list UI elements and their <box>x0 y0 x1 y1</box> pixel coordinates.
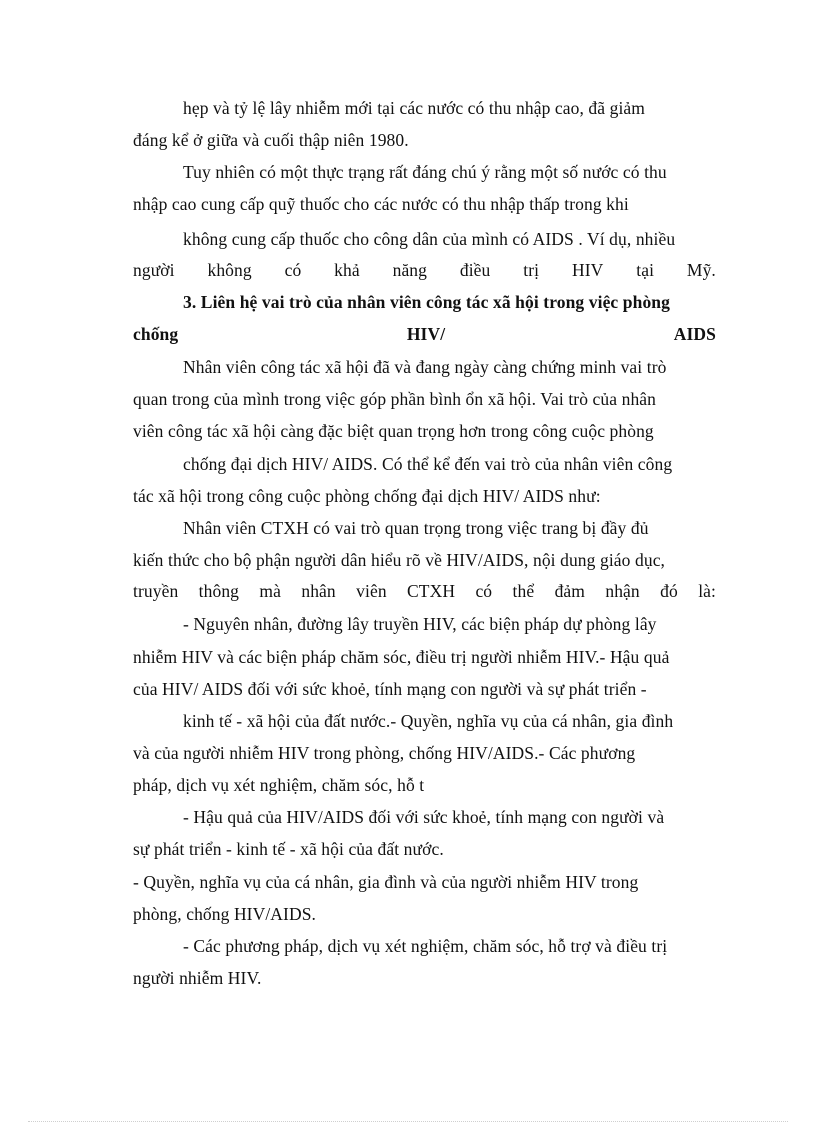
list-item-line: của HIV/ AIDS đối với sức khoẻ, tính mạng con người và sự phát triển - <box>133 679 647 699</box>
paragraph-line: viên công tác xã hội càng đặc biệt quan trọng hơn trong công cuộc phòng <box>133 421 654 441</box>
list-item-line: nhiễm HIV và các biện pháp chăm sóc, điều trị người nhiễm HIV.- Hậu quả <box>133 647 670 667</box>
word: thể <box>512 581 535 601</box>
word: người <box>133 260 175 280</box>
word: khả <box>334 260 360 280</box>
word: thông <box>198 581 240 601</box>
paragraph-line: Nhân viên công tác xã hội đã và đang ngày càng chứng minh vai trò <box>183 357 667 377</box>
list-item-line: - Quyền, nghĩa vụ của cá nhân, gia đình và của người nhiễm HIV trong <box>133 872 639 892</box>
list-item-line: - Các phương pháp, dịch vụ xét nghiệm, chăm sóc, hỗ trợ và điều trị <box>183 936 668 956</box>
justified-line <box>133 259 716 281</box>
paragraph-line: tác xã hội trong công cuộc phòng chống đại dịch HIV/ AIDS như: <box>133 486 601 506</box>
word: chống <box>133 324 179 344</box>
paragraph-line: đáng kể ở giữa và cuối thập niên 1980. <box>133 130 409 150</box>
word: HIV <box>571 260 604 280</box>
word: là: <box>698 581 716 601</box>
word: không <box>207 260 252 280</box>
word: trị <box>523 260 540 280</box>
list-item-line: - Hậu quả của HIV/AIDS đối với sức khoẻ, tính mạng con người và <box>183 807 665 827</box>
list-item-line: - Nguyên nhân, đường lây truyền HIV, các biện pháp dự phòng lây <box>183 614 657 634</box>
section-heading-continuation <box>133 323 716 345</box>
word: mà <box>259 581 281 601</box>
list-item-line: pháp, dịch vụ xét nghiệm, chăm sóc, hỗ t <box>133 775 425 795</box>
paragraph-line: quan trong của mình trong việc góp phần bình ổn xã hội. Vai trò của nhân <box>133 389 657 409</box>
word: có <box>475 581 493 601</box>
list-item-line: kinh tế - xã hội của đất nước.- Quyền, nghĩa vụ của cá nhân, gia đình <box>183 711 674 731</box>
word: nhân <box>301 581 336 601</box>
word: đảm <box>554 581 585 601</box>
word: điều <box>459 260 491 280</box>
justified-line <box>133 580 716 602</box>
word: HIV/ <box>406 324 446 344</box>
list-item-line: phòng, chống HIV/AIDS. <box>133 904 317 924</box>
page-bottom-rule <box>28 1121 788 1122</box>
word: nhận <box>605 581 640 601</box>
list-item-line: và của người nhiễm HIV trong phòng, chống HIV/AIDS.- Các phương <box>133 743 636 763</box>
word: truyền <box>133 581 179 601</box>
word: năng <box>392 260 428 280</box>
word: CTXH <box>407 581 456 601</box>
word: đó <box>660 581 678 601</box>
paragraph-line: không cung cấp thuốc cho công dân của mình có AIDS . Ví dụ, nhiều <box>183 229 676 249</box>
paragraph-line: hẹp và tỷ lệ lây nhiễm mới tại các nước có thu nhập cao, đã giảm <box>183 98 646 118</box>
word: viên <box>356 581 387 601</box>
paragraph-line: kiến thức cho bộ phận người dân hiểu rõ về HIV/AIDS, nội dung giáo dục, <box>133 550 666 570</box>
paragraph-line: nhập cao cung cấp quỹ thuốc cho các nước có thu nhập thấp trong khi <box>133 194 629 214</box>
word: tại <box>636 260 655 280</box>
paragraph-line: Nhân viên CTXH có vai trò quan trọng trong việc trang bị đầy đủ <box>183 518 649 538</box>
word: có <box>284 260 302 280</box>
paragraph-line: chống đại dịch HIV/ AIDS. Có thể kể đến vai trò của nhân viên công <box>183 454 673 474</box>
paragraph-line: Tuy nhiên có một thực trạng rất đáng chú ý rằng một số nước có thu <box>183 162 667 182</box>
section-heading: 3. Liên hệ vai trò của nhân viên công tác xã hội trong việc phòng <box>183 292 670 312</box>
word: Mỹ. <box>686 260 716 280</box>
word: AIDS <box>673 324 716 344</box>
list-item-line: sự phát triển - kinh tế - xã hội của đất nước. <box>133 839 444 859</box>
list-item-line: người nhiễm HIV. <box>133 968 262 988</box>
